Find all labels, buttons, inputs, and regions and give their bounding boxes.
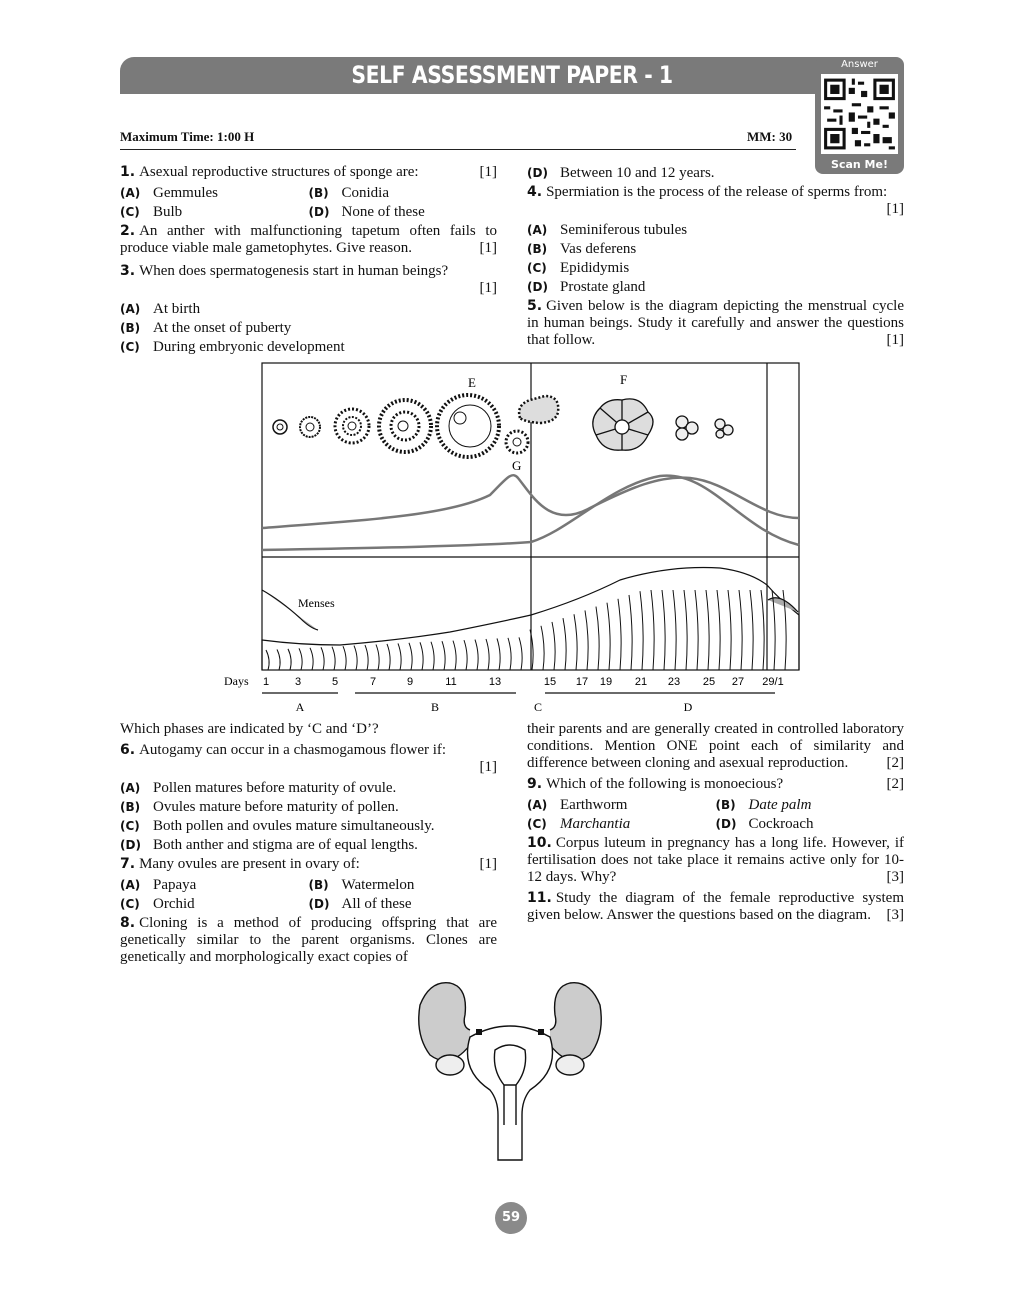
day-tick-label: 13 bbox=[488, 676, 502, 688]
paper-title: SELF ASSESSMENT PAPER - 1 bbox=[351, 61, 673, 89]
option: None of these bbox=[341, 204, 425, 220]
option: Watermelon bbox=[341, 877, 415, 893]
day-tick-label: 23 bbox=[667, 676, 681, 688]
option: Date palm bbox=[748, 797, 812, 813]
qr-code-icon[interactable] bbox=[821, 74, 898, 154]
day-tick-label: 21 bbox=[634, 676, 648, 688]
question-5-followup: Which phases are indicated by ‘C and ‘D’? bbox=[120, 721, 379, 737]
phase-label: A bbox=[295, 700, 305, 714]
day-tick-label: 25 bbox=[702, 676, 716, 688]
day-tick-label: 15 bbox=[543, 676, 557, 688]
page-number: 59 bbox=[495, 1202, 527, 1234]
days-label: Days bbox=[224, 674, 249, 688]
question-5: 5. Given below is the diagram depicting the menstrual cycle in human beings. Study it carefully and answer the questions that follow. [1] bbox=[527, 298, 904, 348]
gland-lines bbox=[266, 590, 786, 670]
option: Orchid bbox=[153, 896, 195, 912]
option: During embryonic development bbox=[153, 339, 345, 355]
header-rule bbox=[120, 149, 796, 150]
phase-label: D bbox=[683, 700, 693, 714]
question-1: 1. Asexual reproductive structures of sponge are: [1] bbox=[120, 164, 497, 180]
option: Both anther and stigma are of equal lengths. bbox=[153, 837, 418, 853]
qr-scan-label: Scan Me! bbox=[831, 158, 888, 171]
question-2: 2. An anther with malfunctioning tapetum often fails to produce viable male gametophytes. Give reason. [1] bbox=[120, 223, 497, 256]
option: All of these bbox=[341, 896, 412, 912]
day-tick-label: 5 bbox=[331, 676, 339, 688]
max-marks: MM: 30 bbox=[747, 129, 793, 144]
question-10: 10. Corpus luteum in pregnancy has a long life. However, if fertilisation does not take place it remains active only for 10-12 days. Why? [3] bbox=[527, 835, 904, 885]
left-column-bottom: Which phases are indicated by ‘C and ‘D’? 6. Autogamy can occur in a chasmogamous flower if: [1] (A) Pollen matures before maturity of ovule. (B) Ovules mature before maturity of pollen. (C) Both pollen and ovules mature simultaneously. (D) Both anther and stigma are of equal lengths. 7. Many ovules are present in ovary of: [1] (A) Papaya (B) Watermelon (C) Orchid (D) All of these 8. Cloning is a method of producing offspring that are genetically similar to the parent organisms. Clones are genetically and morphologically exact copies of bbox=[120, 721, 497, 965]
label-menses: Menses bbox=[298, 596, 335, 610]
phase-label: C bbox=[533, 700, 543, 714]
option: Vas deferens bbox=[560, 241, 637, 257]
day-tick-label: 7 bbox=[369, 676, 377, 688]
option: Earthworm bbox=[560, 797, 628, 813]
right-column-top: (D) Between 10 and 12 years. 4. Spermiation is the process of the release of sperms from: [1] (A) Seminiferous tubules (B) Vas deferens (C) Epididymis (D) Prostate gland 5. Given below is the diagram depicting the menstrual cycle in human beings. Study it carefully and answer the questions that follow. [1] bbox=[527, 165, 904, 348]
max-time: Maximum Time: 1:00 H bbox=[120, 129, 255, 144]
option: Epididymis bbox=[560, 260, 630, 276]
option: At the onset of puberty bbox=[153, 320, 292, 336]
option: Prostate gland bbox=[560, 279, 646, 295]
option: Seminiferous tubules bbox=[560, 222, 688, 238]
question-4: 4. Spermiation is the process of the release of sperms from: [1] bbox=[527, 184, 904, 217]
option: Gemmules bbox=[153, 185, 218, 201]
follicle-icons bbox=[273, 395, 558, 457]
qr-answer-label: Answer bbox=[841, 59, 878, 70]
phase-label: B bbox=[430, 700, 440, 714]
day-tick-label: 17 bbox=[575, 676, 589, 688]
option: Cockroach bbox=[748, 816, 814, 832]
question-8: 8. Cloning is a method of producing offspring that are genetically similar to the parent organisms. Clones are genetically and morphologically exact copies of bbox=[120, 915, 497, 965]
day-tick-label: 27 bbox=[731, 676, 745, 688]
question-8-cont: their parents and are generally created in controlled laboratory conditions. Mention ONE point each of similarity and difference between cloning and asexual reproduction. [2] bbox=[527, 721, 904, 771]
day-tick-label: 9 bbox=[406, 676, 414, 688]
option: Papaya bbox=[153, 877, 197, 893]
left-column-top: 1. Asexual reproductive structures of sponge are: [1] (A) Gemmules (B) Conidia (C) Bulb (D) None of these 2. An anther with malfunctioning tapetum often fails to produce viable male gametophytes. Give reason. [1] 3. When does spermatogenesis start in human beings? [1] (A) At birth (B) At the onset of puberty (C) During embryonic development bbox=[120, 164, 497, 355]
option: Both pollen and ovules mature simultaneously. bbox=[153, 818, 435, 834]
question-3: 3. When does spermatogenesis start in human beings? [1] bbox=[120, 263, 497, 296]
option: Pollen matures before maturity of ovule. bbox=[153, 780, 397, 796]
label-f: F bbox=[620, 372, 628, 387]
female-reproductive-system-diagram bbox=[410, 975, 610, 1165]
day-tick-label: 3 bbox=[294, 676, 302, 688]
day-tick-label: 19 bbox=[599, 676, 613, 688]
day-tick-label: 1 bbox=[262, 676, 270, 688]
option: Ovules mature before maturity of pollen. bbox=[153, 799, 399, 815]
corpus-luteum-icons bbox=[593, 399, 733, 450]
option: At birth bbox=[153, 301, 201, 317]
question-11: 11. Study the diagram of the female reproductive system given below. Answer the questions based on the diagram. [3] bbox=[527, 890, 904, 923]
question-7: 7. Many ovules are present in ovary of: [1] bbox=[120, 856, 497, 872]
right-column-bottom: their parents and are generally created in controlled laboratory conditions. Mention ONE point each of similarity and difference between cloning and asexual reproduction. [2] 9. Which of the following is monoecious? [2] (A) Earthworm (B) Date palm (C) Marchantia (D) Cockroach 10. Corpus luteum in pregnancy has a long life. However, if fertilisation does not take place it remains active only for 10-12 days. Why? [3] 11. Study the diagram of the female reproductive system given below. Answer the questions based on the diagram. [3] bbox=[527, 721, 904, 923]
option: Between 10 and 12 years. bbox=[560, 165, 715, 181]
label-e: E bbox=[468, 375, 476, 390]
day-tick-label: 29/1 bbox=[762, 676, 784, 688]
phase-labels bbox=[296, 700, 693, 714]
option: Conidia bbox=[341, 185, 389, 201]
day-tick-label: 11 bbox=[445, 676, 457, 688]
question-9: 9. Which of the following is monoecious? [2] bbox=[527, 776, 904, 792]
menstrual-cycle-diagram bbox=[220, 360, 810, 720]
option: Bulb bbox=[153, 204, 183, 220]
day-ticks bbox=[263, 676, 784, 688]
label-g: G bbox=[512, 458, 522, 473]
option: Marchantia bbox=[560, 816, 631, 832]
question-6: 6. Autogamy can occur in a chasmogamous flower if: [1] bbox=[120, 742, 497, 775]
